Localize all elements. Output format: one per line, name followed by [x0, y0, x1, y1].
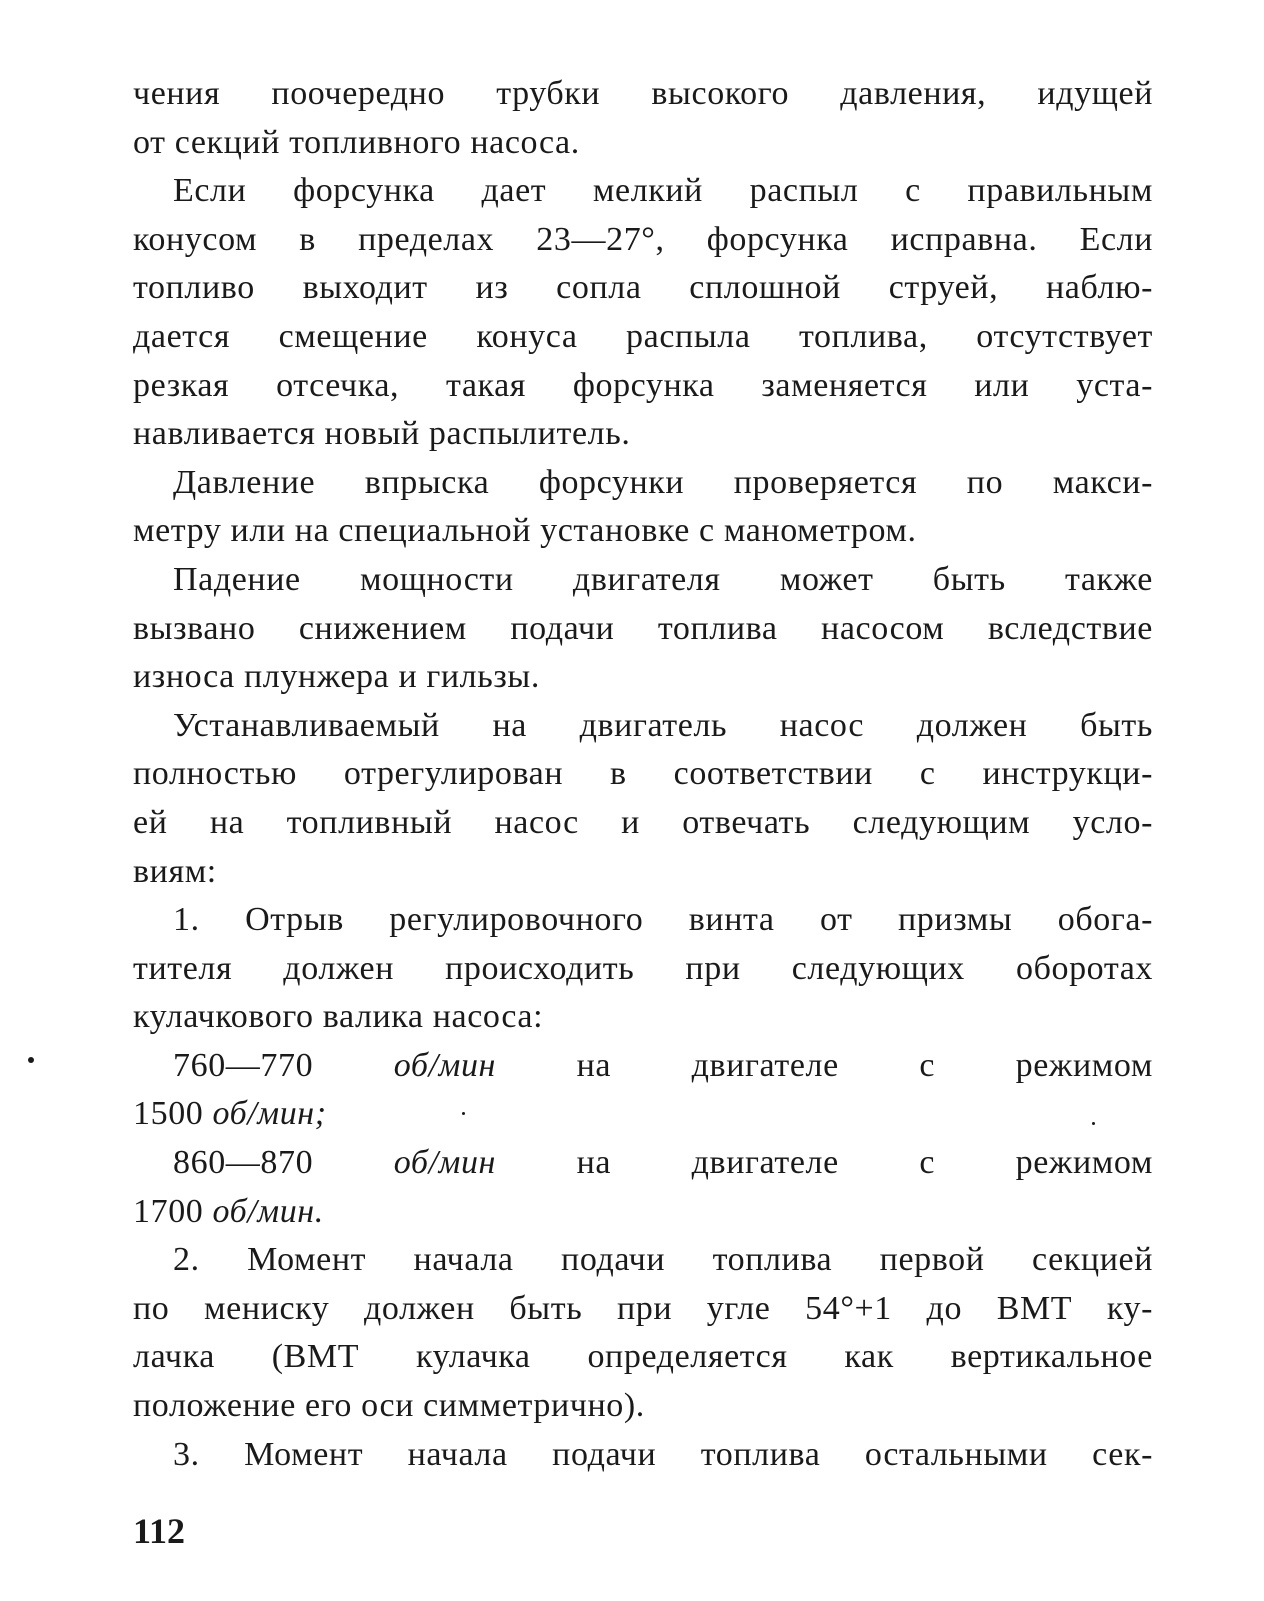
text-line: топливо выходит из сопла сплошной струей, наблю-	[133, 269, 1153, 307]
text-line: дается смещение конуса распыла топлива, отсутствует	[133, 317, 1153, 355]
text-word: на	[576, 1046, 612, 1084]
text-line: Устанавливаемый на двигатель насос должен быть	[173, 706, 1153, 744]
rpm-row	[133, 1139, 1153, 1188]
text-line: 1. Отрыв регулировочного винта от призмы обога-	[173, 901, 1153, 939]
rpm-mode: 1500	[133, 1095, 204, 1133]
rpm-entry-1	[133, 1042, 1153, 1139]
text-line: полностью отрегулирован в соответствии с инструкци-	[133, 755, 1153, 793]
text-line: по мениску должен быть при угле 54°+1 до ВМТ ку-	[133, 1289, 1153, 1327]
rpm-mode-unit: об/мин.	[212, 1192, 324, 1230]
text-word: двигателе	[691, 1046, 839, 1084]
text-line: вызвано снижением подачи топлива насосом вследствие	[133, 609, 1153, 647]
rpm-mode: 1700	[133, 1192, 204, 1230]
scan-speck	[1092, 1122, 1095, 1125]
list-item-1	[133, 896, 1153, 1042]
text-line: Если форсунка дает мелкий распыл с правильным	[173, 172, 1153, 210]
text-line: тителя должен происходить при следующих оборотах	[133, 949, 1153, 987]
scan-speck	[28, 1057, 34, 1063]
text-word: режимом	[1015, 1144, 1153, 1182]
rpm-range: 760—770	[173, 1046, 314, 1084]
page-body	[133, 70, 1153, 1479]
rpm-mode-line	[133, 1188, 1153, 1237]
text-line: 2. Момент начала подачи топлива первой секцией	[173, 1241, 1153, 1279]
text-word: на	[576, 1144, 612, 1182]
list-item-2	[133, 1236, 1153, 1430]
text-word: с	[919, 1046, 936, 1084]
text-line: навливается новый распылитель.	[133, 415, 631, 453]
text-line: Давление впрыска форсунки проверяется по макси-	[173, 463, 1153, 501]
paragraph-continuation	[133, 70, 1153, 167]
rpm-entry-2	[133, 1139, 1153, 1236]
text-word: с	[919, 1144, 936, 1182]
rpm-range: 860—870	[173, 1144, 314, 1182]
paragraph-pump-conditions	[133, 702, 1153, 896]
text-line: ей на топливный насос и отвечать следующим усло-	[133, 803, 1153, 841]
list-item-3	[133, 1431, 1153, 1480]
text-line: конусом в пределах 23—27°, форсунка исправна. Если	[133, 220, 1153, 258]
text-line: лачка (ВМТ кулачка определяется как вертикальное	[133, 1338, 1153, 1376]
page-number: 112	[133, 1511, 186, 1551]
text-word: двигателе	[691, 1144, 839, 1182]
scan-speck	[462, 1112, 465, 1115]
paragraph-injection-pressure	[133, 459, 1153, 556]
paragraph-power-drop	[133, 556, 1153, 702]
rpm-unit: об/мин	[393, 1046, 497, 1084]
text-line: положение его оси симметрично).	[133, 1387, 645, 1425]
text-line: виям:	[133, 852, 217, 890]
text-line: метру или на специальной установке с манометром.	[133, 512, 917, 550]
text-line: резкая отсечка, такая форсунка заменяется или уста-	[133, 366, 1153, 404]
paragraph-nozzle-check	[133, 167, 1153, 459]
text-word: режимом	[1015, 1046, 1153, 1084]
rpm-mode-line	[133, 1090, 1153, 1139]
text-line: износа плунжера и гильзы.	[133, 658, 540, 696]
text-line: Падение мощности двигателя может быть также	[173, 560, 1153, 598]
text-line: 3. Момент начала подачи топлива остальными сек-	[173, 1435, 1153, 1473]
rpm-row	[133, 1042, 1153, 1091]
text-line: от секций топливного насоса.	[133, 123, 580, 161]
text-line: кулачкового валика насоса:	[133, 998, 544, 1036]
rpm-unit: об/мин	[393, 1144, 497, 1182]
text-line: чения поочередно трубки высокого давления, идущей	[133, 75, 1153, 112]
rpm-mode-unit: об/мин;	[212, 1095, 327, 1133]
